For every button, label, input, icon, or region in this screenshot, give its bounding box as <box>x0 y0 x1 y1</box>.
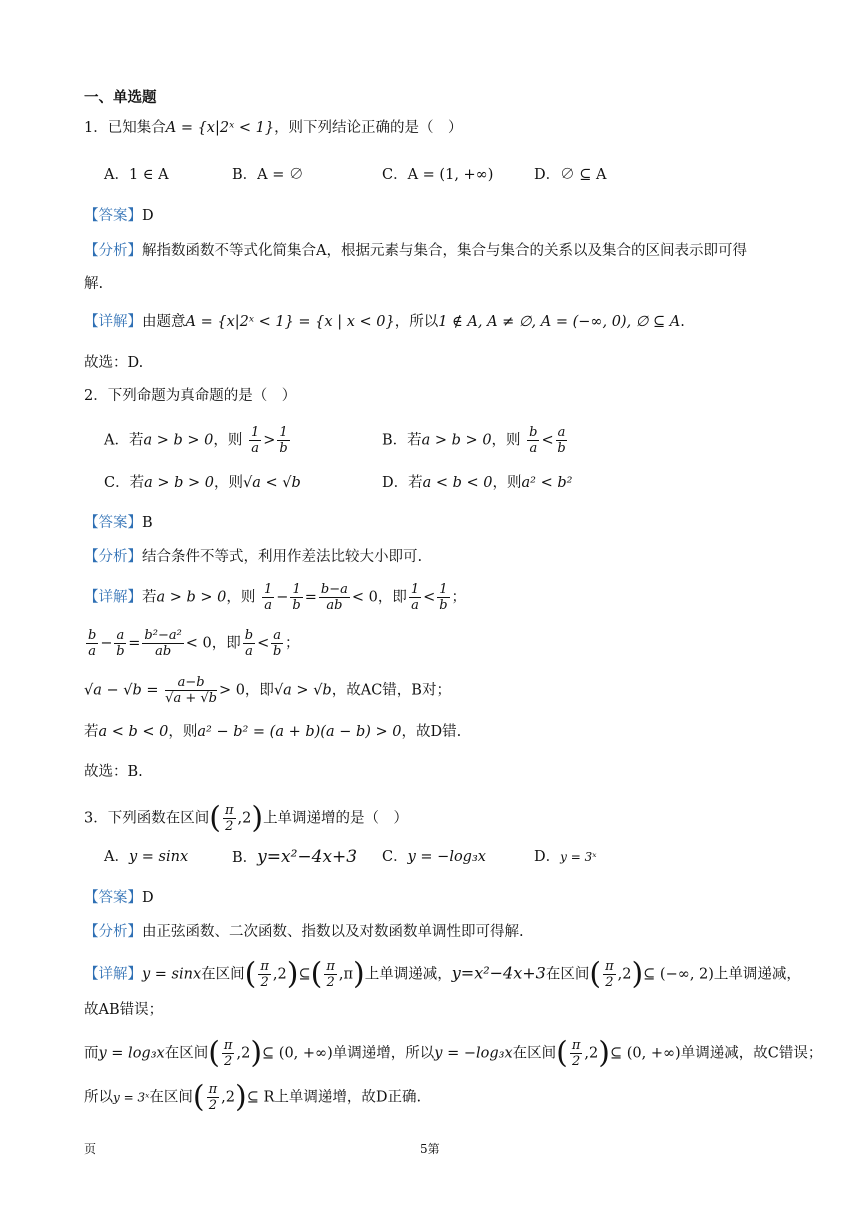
fraction: $\frac{1}{a}$ <box>410 582 420 613</box>
fraction: $\frac{\pi}{2}$ <box>223 1038 233 1069</box>
q3-detail-2: 故AB错误； <box>84 1002 164 1018</box>
q2-conclusion: 故选：B. <box>84 764 143 780</box>
q3-analysis: 【分析】由正弦函数、二次函数、指数以及对数函数单调性即可得解. <box>84 924 524 940</box>
fraction: $\frac{1}{a}$ <box>250 425 260 456</box>
q2-answer: 【答案】B <box>84 515 153 531</box>
q1-stem: 1．已知集合A = {x|2ˣ < 1}，则下列结论正确的是（ ） <box>84 120 463 136</box>
q3-option-d: D．y = 3ˣ <box>534 849 597 865</box>
q3-answer: 【答案】D <box>84 890 154 906</box>
q1-option-d: D．∅ ⊆ A <box>534 167 607 183</box>
q2-detail-1: 【详解】若a > b > 0，则 $\frac{1}{a}$ − $\frac{1}{b}$ = $\frac{b-a}{ab}$ < 0，即 $\frac{1}{a}$ < $\frac{1}{b}$ ； <box>84 582 467 613</box>
fraction: $\frac{\pi}{2}$ <box>605 959 614 990</box>
fraction: $\frac{1}{b}$ <box>279 425 288 456</box>
q3-option-b: B．y=x²−4x+3 <box>232 847 358 867</box>
q1-conclusion: 故选：D. <box>84 355 144 371</box>
q1-analysis: 【分析】解指数函数不等式化简集合A，根据元素与集合，集合与集合的关系以及集合的区间表示即可得 <box>84 243 747 259</box>
q1-answer: 【答案】D <box>84 208 154 224</box>
fraction: $\frac{a}{b}$ <box>557 425 566 456</box>
fraction: $\frac{\pi}{2}$ <box>224 803 234 834</box>
fraction: $\frac{1}{a}$ <box>264 582 273 613</box>
section-title: 一、单选题 <box>84 90 157 106</box>
fraction: $\frac{\pi}{2}$ <box>571 1038 581 1069</box>
q2-analysis: 【分析】结合条件不等式，利用作差法比较大小即可. <box>84 549 423 565</box>
q2-option-a: A．若a > b > 0，则 $\frac{1}{a}$ > $\frac{1}{b}$ <box>104 425 288 456</box>
fraction: $\frac{\text{b²−a²}}{ab}$ <box>144 628 182 659</box>
footer-left: 页 <box>84 1142 97 1156</box>
q3-option-a: A．y = sinx <box>104 849 189 865</box>
q2-option-d: D．若a < b < 0，则a² < b² <box>382 475 573 491</box>
q1-option-c: C．A = (1, +∞) <box>382 167 494 183</box>
fraction: $\frac{b}{a}$ <box>244 628 254 659</box>
q2-detail-3: √a − √b = $\frac{a-b}{√a + √b}$ > 0，即√a > √b，故AC错，B对； <box>84 675 451 706</box>
fraction: $\frac{b}{a}$ <box>529 425 538 456</box>
q3-option-c: C．y = −log₃x <box>382 849 486 865</box>
q1-detail: 【详解】由题意A = {x|2ˣ < 1} = {x | x < 0}，所以1 ∉ A, A ≠ ∅, A = (−∞, 0), ∅ ⊆ A. <box>84 314 685 330</box>
q2-detail-2: $\frac{b}{a}$ − $\frac{a}{b}$ = $\frac{\text{b²−a²}}{ab}$ < 0，即 $\frac{b}{a}$ < $\frac{a}{b}$ ； <box>88 628 300 659</box>
q2-option-b: B．若a > b > 0，则 $\frac{b}{a}$ < $\frac{a}{b}$ <box>382 425 566 456</box>
footer-page-number: 5第 <box>420 1142 440 1156</box>
q1-analysis-cont: 解. <box>84 276 104 292</box>
q1-option-b: B．A = ∅ <box>232 167 304 183</box>
q3-detail-4: 所以y = 3ˣ在区间( $\frac{\pi}{2}$ ,2)⊆ R上单调递增，故D正确. <box>84 1079 422 1115</box>
fraction: $\frac{a}{b}$ <box>116 628 125 659</box>
fraction: $\frac{b-a}{ab}$ <box>320 582 348 613</box>
q3-stem: 3．下列函数在区间( $\frac{\pi}{2}$ ,2)上单调递增的是（ ） <box>84 800 409 836</box>
fraction: $\frac{\pi}{2}$ <box>260 959 269 990</box>
q2-stem: 2．下列命题为真命题的是（ ） <box>84 388 297 404</box>
fraction: $\frac{a}{b}$ <box>272 628 282 659</box>
q1-option-a: A．1 ∈ A <box>104 167 169 183</box>
fraction: $\frac{\pi}{2}$ <box>326 959 335 990</box>
q2-option-c: C．若a > b > 0，则√a < √b <box>104 475 301 491</box>
q3-detail-3: 而y = log₃x在区间( $\frac{\pi}{2}$ ,2)⊆ (0, +∞)单调递增，所以y = −log₃x在区间( $\frac{\pi}{2}$ ,2)⊆ (0, +∞)单调递减，故C错误； <box>84 1035 823 1071</box>
fraction: $\frac{\pi}{2}$ <box>208 1082 218 1113</box>
fraction: $\frac{a-b}{√a + √b}$ <box>165 675 217 706</box>
fraction: $\frac{1}{b}$ <box>292 582 301 613</box>
q3-detail-1: 【详解】y = sinx在区间( $\frac{\pi}{2}$ ,2)⊆( $\frac{\pi}{2}$ ,π)上单调递减，y=x²−4x+3在区间( $\frac{\pi}{2}$ ,2)⊆ (−∞, 2)上单调递减， <box>84 956 801 992</box>
q2-detail-4: 若a < b < 0，则a² − b² = (a + b)(a − b) > 0，故D错. <box>84 724 462 740</box>
fraction: $\frac{b}{a}$ <box>88 628 97 659</box>
fraction: $\frac{1}{b}$ <box>439 582 448 613</box>
